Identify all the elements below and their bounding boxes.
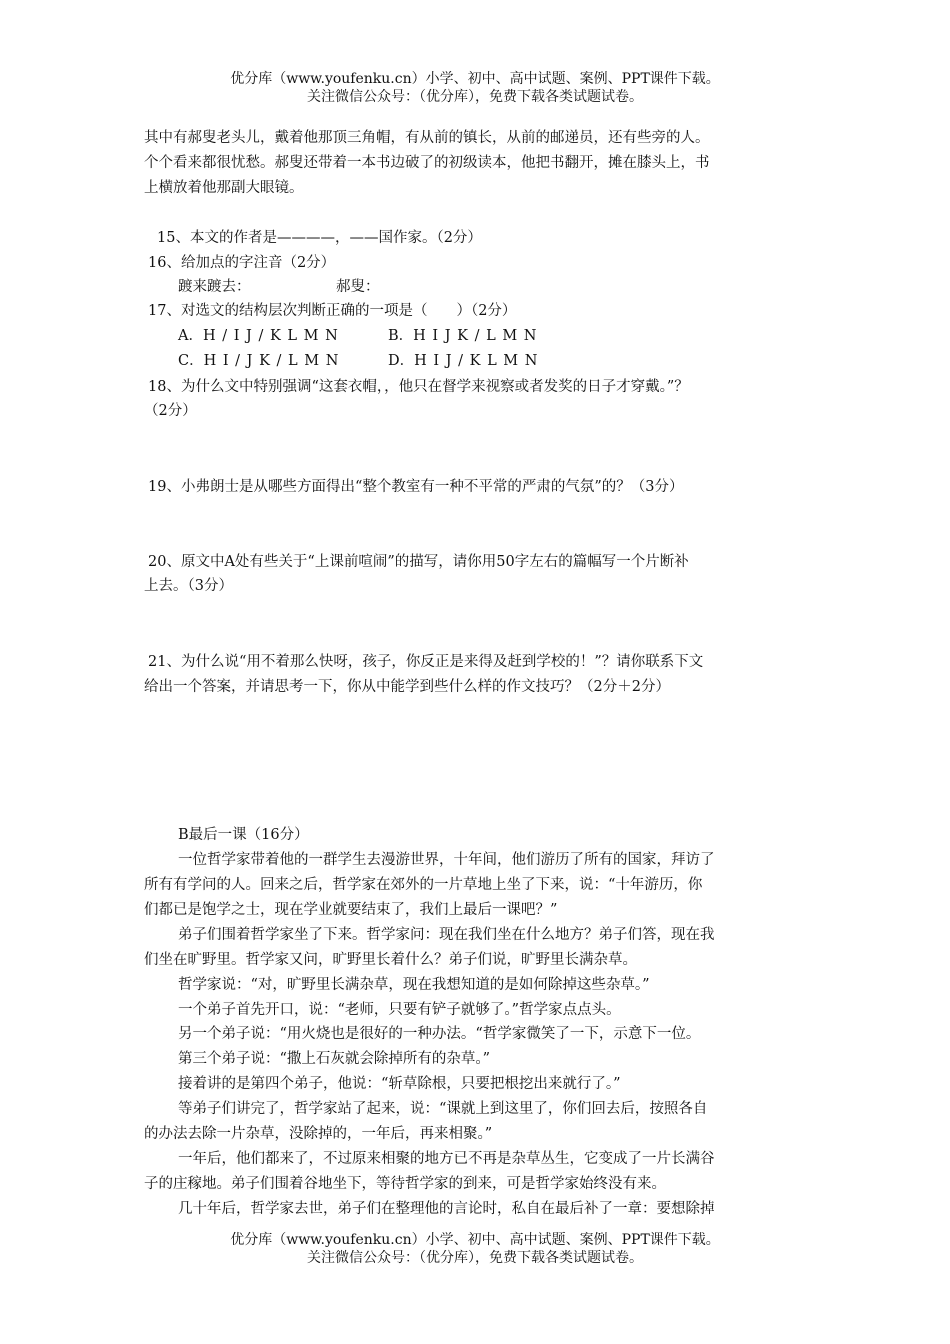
passage-line: 子的庄稼地。弟子们围着谷地坐下，等待哲学家的到来，可是哲学家始终没有来。 <box>144 1176 666 1192</box>
question-16-item-2: 郝叟： <box>336 279 380 295</box>
passage-line: 弟子们围着哲学家坐了下来。哲学家问：现在我们坐在什么地方？弟子们答，现在我 <box>178 927 715 943</box>
question-17-option-a: A．H / I J / K L M N <box>178 328 338 344</box>
question-19: 19、小弗朗士是从哪些方面得出“整个教室有一种不平常的严肃的气氛”的？（3分） <box>148 479 684 495</box>
header-line-1: 优分库（www.youfenku.cn）小学、初中、高中试题、案例、PPT课件下载。 <box>230 71 720 87</box>
question-15: 15、本文的作者是————，——国作家。（2分） <box>157 230 482 246</box>
question-17-option-d: D．H I J / K L M N <box>388 353 538 369</box>
intro-line: 上横放着他那副大眼镜。 <box>144 180 304 196</box>
question-18-line: （2分） <box>144 403 197 419</box>
passage-line: 哲学家说：“对，旷野里长满杂草，现在我想知道的是如何除掉这些杂草。” <box>178 977 650 993</box>
passage-line: 接着讲的是第四个弟子，他说：“斩草除根，只要把根挖出来就行了。” <box>178 1076 621 1092</box>
question-16-item-1: 踱来踱去： <box>178 279 251 295</box>
question-21-line: 21、为什么说“用不着那么快呀，孩子，你反正是来得及赶到学校的！”？请你联系下文 <box>148 654 704 670</box>
passage-line: 另一个弟子说：“用火烧也是很好的一种办法。“哲学家微笑了一下，示意下一位。 <box>178 1026 701 1042</box>
question-17-option-c: C．H I / J K / L M N <box>178 353 339 369</box>
passage-line: 们坐在旷野里。哲学家又问，旷野里长着什么？弟子们说，旷野里长满杂草。 <box>144 952 637 968</box>
passage-line: 一个弟子首先开口，说：“老师，只要有铲子就够了。”哲学家点点头。 <box>178 1002 621 1018</box>
question-21-line: 给出一个答案，并请思考一下，你从中能学到些什么样的作文技巧？（2分＋2分） <box>144 679 670 695</box>
header-line-2: 关注微信公众号：（优分库），免费下载各类试题试卷。 <box>307 89 643 105</box>
passage-line: 的办法去除一片杂草，没除掉的，一年后，再来相聚。” <box>144 1126 493 1142</box>
passage-line: 第三个弟子说：“撒上石灰就会除掉所有的杂草。” <box>178 1051 491 1067</box>
page-footer <box>0 1231 950 1267</box>
passage-line: 所有有学问的人。回来之后，哲学家在郊外的一片草地上坐了下来，说：“十年游历，你 <box>144 877 703 893</box>
page-header <box>0 70 950 106</box>
section-b-title: B最后一课（16分） <box>178 827 309 843</box>
intro-line: 个个看来都很忧愁。郝叟还带着一本书边破了的初级读本，他把书翻开，摊在膝头上，书 <box>144 155 710 171</box>
passage-line: 们都已是饱学之士，现在学业就要结束了，我们上最后一课吧？” <box>144 902 558 918</box>
passage-line: 一年后，他们都来了，不过原来相聚的地方已不再是杂草丛生，它变成了一片长满谷 <box>178 1151 715 1167</box>
passage-line: 等弟子们讲完了，哲学家站了起来，说：“课就上到这里了，你们回去后，按照各自 <box>178 1101 708 1117</box>
question-18-line: 18、为什么文中特别强调“这套衣帽，，他只在督学来视察或者发奖的日子才穿戴。”？ <box>148 379 689 395</box>
footer-line-2: 关注微信公众号：（优分库），免费下载各类试题试卷。 <box>307 1250 643 1266</box>
intro-line: 其中有郝叟老头儿，戴着他那顶三角帽，有从前的镇长，从前的邮递员，还有些旁的人。 <box>144 130 710 146</box>
question-20-line: 上去。（3分） <box>144 578 233 594</box>
question-16-stem: 16、给加点的字注音（2分） <box>148 255 336 271</box>
question-20-line: 20、原文中A处有些关于“上课前喧闹”的描写，请你用50字左右的篇幅写一个片断补 <box>148 554 689 570</box>
footer-line-1: 优分库（www.youfenku.cn）小学、初中、高中试题、案例、PPT课件下载。 <box>230 1232 720 1248</box>
question-17-stem: 17、对选文的结构层次判断正确的一项是（ ）（2分） <box>148 303 517 319</box>
passage-line: 几十年后，哲学家去世，弟子们在整理他的言论时，私自在最后补了一章：要想除掉 <box>178 1201 715 1217</box>
question-17-option-b: B．H I J K / L M N <box>388 328 537 344</box>
passage-line: 一位哲学家带着他的一群学生去漫游世界，十年间，他们游历了所有的国家，拜访了 <box>178 852 715 868</box>
